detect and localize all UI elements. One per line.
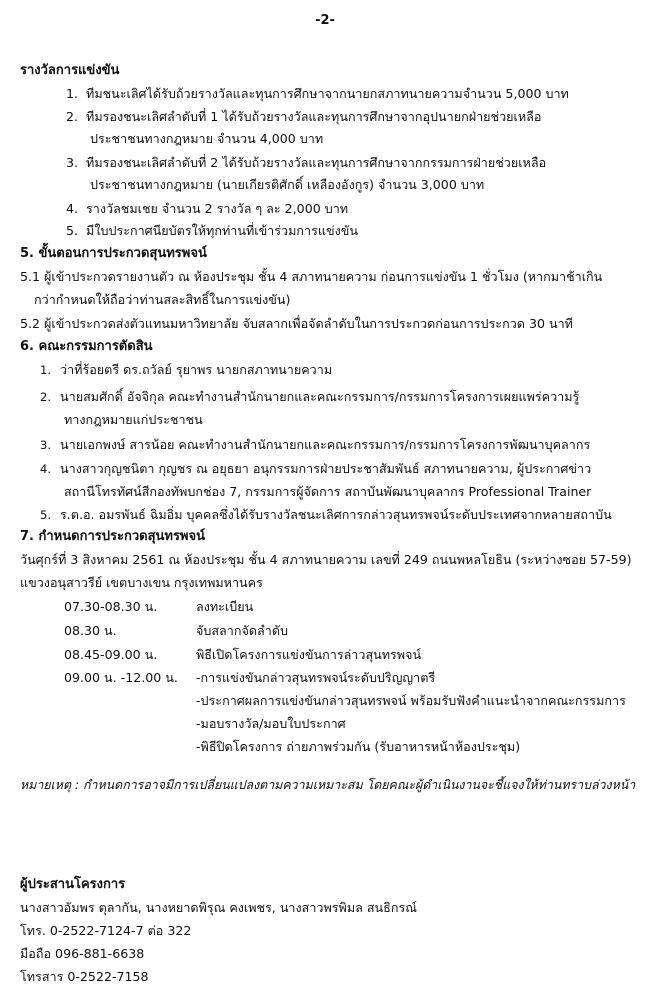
coordinator-phone: โทร. 0-2522-7124-7 ต่อ 322 bbox=[20, 923, 192, 938]
prize-item-2-cont: ประชาชนทางกฎหมาย จำนวน 4,000 บาท bbox=[90, 131, 324, 146]
judge-2-cont: ทางกฎหมายแก่ประชาชน bbox=[64, 412, 203, 427]
section-7-heading: 7. กำหนดการประกวดสุนทรพจน์ bbox=[20, 529, 206, 544]
section-5-heading: 5. ขั้นตอนการประกวดสุนทรพจน์ bbox=[20, 246, 207, 261]
schedule-row-1: 07.30-08.30 น. ลงทะเบียน bbox=[64, 599, 254, 614]
schedule-row-2: 08.30 น. จับสลากจัดลำดับ bbox=[64, 623, 288, 638]
prize-item-3: 3. ทีมรองชนะเลิศลำดับที่ 2 ได้รับถ้วยรางวัลและทุนการศึกษาจากกรรมการฝ่ายช่วยเหลือ bbox=[66, 155, 547, 170]
coordinator-heading: ผู้ประสานโครงการ bbox=[20, 877, 126, 892]
section-5-1-cont: กว่ากำหนดให้ถือว่าท่านสละสิทธิ์ในการแข่งขัน) bbox=[34, 292, 291, 307]
prize-item-1: 1. ทีมชนะเลิศได้รับถ้วยรางวัลและทุนการศึกษาจากนายกสภาทนายความจำนวน 5,000 บาท bbox=[66, 86, 569, 101]
prize-item-5: 5. มีใบประกาศนียบัตรให้ทุกท่านที่เข้าร่วมการแข่งขัน bbox=[66, 223, 358, 238]
coordinator-fax: โทรสาร 0-2522-7158 bbox=[20, 969, 149, 984]
coordinator-mobile: มือถือ 096-881-6638 bbox=[20, 946, 145, 961]
prize-item-2: 2. ทีมรองชนะเลิศลำดับที่ 1 ได้รับถ้วยรางวัลและทุนการศึกษาจากอุปนายกฝ่ายช่วยเหลือ bbox=[66, 109, 542, 124]
prizes-heading: รางวัลการแข่งขัน bbox=[20, 63, 120, 78]
section-7-date-venue: วันศุกร์ที่ 3 สิงหาคม 2561 ณ ห้องประชุม ชั้น 4 สภาทนายความ เลขที่ 249 ถนนพหลโยธิน (ระหว่างซอย 57-59) bbox=[20, 552, 632, 567]
section-5-1: 5.1 ผู้เข้าประกวดรายงานตัว ณ ห้องประชุม ชั้น 4 สภาทนายความ ก่อนการแข่งขัน 1 ชั่วโมง (หากมาช้าเกิน bbox=[20, 269, 603, 284]
schedule-row-4-sub-2: -มอบรางวัล/มอบใบประกาศ bbox=[196, 716, 346, 731]
schedule-row-3: 08.45-09.00 น. พิธีเปิดโครงการแข่งขันการล่าวสุนทรพจน์ bbox=[64, 647, 422, 662]
judge-5: 5. ร.ต.อ. อมรพันธ์ ฉิมอิ่ม บุคคลซึ่งได้รับรางวัลชนะเลิศการกล่าวสุนทรพจน์ระดับประเทศจากหลายสถาบัน bbox=[40, 507, 612, 522]
section-5-2: 5.2 ผู้เข้าประกวดส่งตัวแทนมหาวิทยาลัย จับสลากเพื่อจัดลำดับในการประกวดก่อนการประกวด 30 นาที bbox=[20, 316, 573, 331]
section-6-heading: 6. คณะกรรมการตัดสิน bbox=[20, 339, 153, 354]
note: หมายเหตุ : กำหนดการอาจมีการเปลี่ยนแปลงตามความเหมาะสม โดยคณะผู้ดำเนินงานจะชี้แจงให้ท่านทราบล่วงหน้า bbox=[20, 777, 636, 792]
prize-item-3-cont: ประชาชนทางกฎหมาย (นายเกียรติศักดิ์ เหลืองอังกูร) จำนวน 3,000 บาท bbox=[90, 177, 485, 192]
judge-3: 3. นายเอกพงษ์ สารน้อย คณะทำงานสำนักนายกและคณะกรรมการ/กรรมการโครงการพัฒนาบุคลากร bbox=[40, 437, 591, 452]
judge-2: 2. นายสมศักดิ์ อัจจิกุล คณะทำงานสำนักนายกและคณะกรรมการ/กรรมการโครงการเผยแพร่ความรู้ bbox=[40, 389, 580, 404]
schedule-row-4-sub-3: -พิธีปิดโครงการ ถ่ายภาพร่วมกัน (รับอาหารหน้าห้องประชุม) bbox=[196, 739, 521, 754]
page-number: -2- bbox=[315, 13, 335, 28]
judge-4-cont: สถานีโทรทัศน์สีกองทัพบกช่อง 7, กรรมการผู้จัดการ สถาบันพัฒนาบุคลากร Professional Trainer bbox=[64, 484, 592, 499]
coordinator-names: นางสาวอัมพร ตุลากัน, นางหยาดพิรุณ คงเพชร, นางสาวพรพิมล สนธิกรณ์ bbox=[20, 900, 417, 915]
prize-item-4: 4. รางวัลชมเชย จำนวน 2 รางวัล ๆ ละ 2,000 บาท bbox=[66, 201, 349, 216]
schedule-row-4: 09.00 น. -12.00 น. -การแข่งขันกล่าวสุนทรพจน์ระดับปริญญาตรี bbox=[64, 670, 436, 685]
judge-1: 1. ว่าที่ร้อยตรี ดร.ถวัลย์ รุยาพร นายกสภาทนายความ bbox=[40, 362, 333, 377]
schedule-row-4-sub-1: -ประกาศผลการแข่งขันกล่าวสุนทรพจน์ พร้อมรับฟังคำแนะนำจากคณะกรรมการ bbox=[196, 693, 626, 708]
judge-4: 4. นางสาวกุญชนิตา กุญชร ณ อยุธยา อนุกรรมการฝ่ายประชาสัมพันธ์ สภาทนายความ, ผู้ประกาศข่าว bbox=[40, 461, 592, 476]
section-7-venue-cont: แขวงอนุสาวรีย์ เขตบางเขน กรุงเทพมหานคร bbox=[20, 575, 263, 590]
